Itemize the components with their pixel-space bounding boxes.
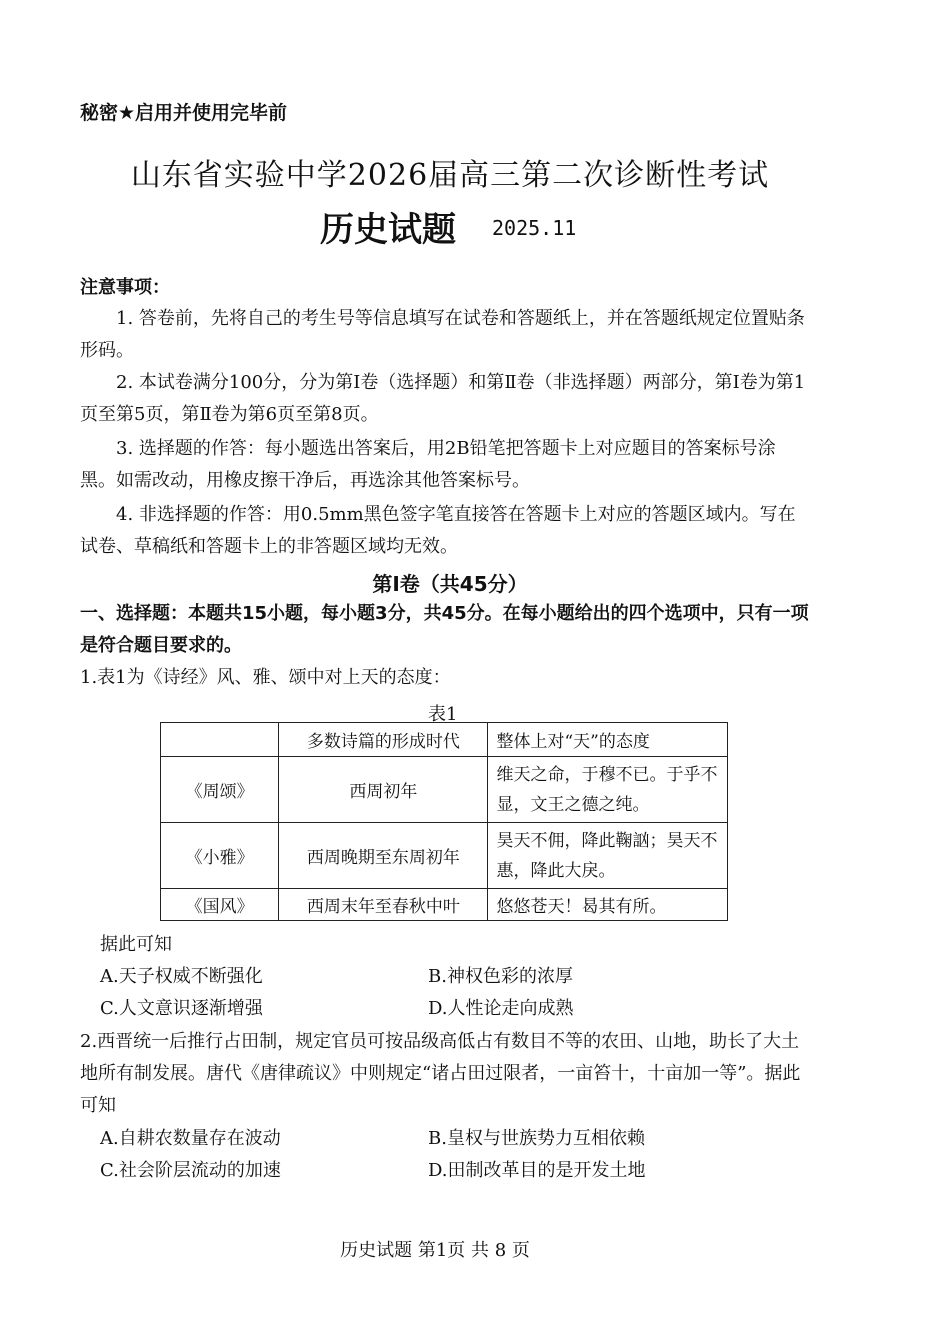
table-cell: 悠悠苍天！曷其有所。 — [488, 889, 728, 921]
table-row — [161, 889, 728, 921]
table-cell: 《国风》 — [161, 889, 279, 921]
table-header-cell: 整体上对“天”的态度 — [488, 723, 728, 757]
exam-date: 2025.11 — [492, 216, 577, 240]
question-2-stem: 2.西晋统一后推行占田制，规定官员可按品级高低占有数目不等的农田、山地，助长了大土地所有制发展。唐代《唐律疏议》中则规定“诸占田过限者，一亩笞十，十亩加一等”。据此可知 — [80, 1031, 801, 1116]
question-1-option-a[interactable]: A.天子权威不断强化 — [100, 966, 263, 987]
page-footer: 历史试题 第1页 共 8 页 — [340, 1240, 530, 1261]
table-cell: 昊天不佣，降此鞠訩；昊天不惠，降此大戾。 — [488, 823, 728, 889]
confidential-label: 秘密★启用并使用完毕前 — [80, 102, 288, 124]
question-2-option-d[interactable]: D.田制改革目的是开发土地 — [428, 1160, 646, 1181]
table-cell: 西周晚期至东周初年 — [279, 823, 488, 889]
exam-title: 山东省实验中学2026届高三第二次诊断性考试 — [130, 158, 770, 193]
section-instruction: 一、选择题：本题共15小题，每小题3分，共45分。在每小题给出的四个选项中，只有一项是符合题目要求的。 — [80, 603, 809, 656]
question-1-option-d[interactable]: D.人性论走向成熟 — [428, 998, 574, 1019]
question-2-option-a[interactable]: A.自耕农数量存在波动 — [100, 1128, 281, 1149]
poetry-table — [160, 722, 728, 921]
question-1-stem: 1.表1为《诗经》风、雅、颂中对上天的态度： — [80, 667, 451, 688]
table-caption: 表1 — [428, 704, 458, 725]
note-item: 3. 选择题的作答：每小题选出答案后，用2B铅笔把答题卡上对应题目的答案标号涂黑。如需改动，用橡皮擦干净后，再选涂其他答案标号。 — [80, 438, 776, 491]
table-header-cell — [161, 723, 279, 757]
note-item: 2. 本试卷满分100分，分为第Ⅰ卷（选择题）和第Ⅱ卷（非选择题）两部分，第Ⅰ卷为第1页至第5页，第Ⅱ卷为第6页至第8页。 — [80, 372, 806, 425]
table-row — [161, 823, 728, 889]
table-cell: 西周初年 — [279, 757, 488, 823]
table-header-row — [161, 723, 728, 757]
table-header-cell: 多数诗篇的形成时代 — [279, 723, 488, 757]
exam-subject: 历史试题 — [320, 210, 456, 250]
question-2-option-c[interactable]: C.社会阶层流动的加速 — [100, 1160, 281, 1181]
table-cell: 《小雅》 — [161, 823, 279, 889]
note-item: 1. 答卷前，先将自己的考生号等信息填写在试卷和答题纸上，并在答题纸规定位置贴条形码。 — [80, 308, 805, 361]
table-row — [161, 757, 728, 823]
notes-heading: 注意事项： — [80, 277, 170, 298]
table-cell: 《周颂》 — [161, 757, 279, 823]
table-cell: 维天之命，于穆不已。于乎不显，文王之德之纯。 — [488, 757, 728, 823]
note-item: 4. 非选择题的作答：用0.5mm黑色签字笔直接答在答题卡上对应的答题区域内。写在试卷、草稿纸和答题卡上的非答题区域均无效。 — [80, 504, 796, 557]
question-1-option-b[interactable]: B.神权色彩的浓厚 — [428, 966, 573, 987]
section-title: 第Ⅰ卷（共45分） — [372, 572, 528, 596]
question-1-option-c[interactable]: C.人文意识逐渐增强 — [100, 998, 263, 1019]
question-1-prompt: 据此可知 — [100, 934, 172, 955]
table-cell: 西周末年至春秋中叶 — [279, 889, 488, 921]
question-2-option-b[interactable]: B.皇权与世族势力互相依赖 — [428, 1128, 645, 1149]
